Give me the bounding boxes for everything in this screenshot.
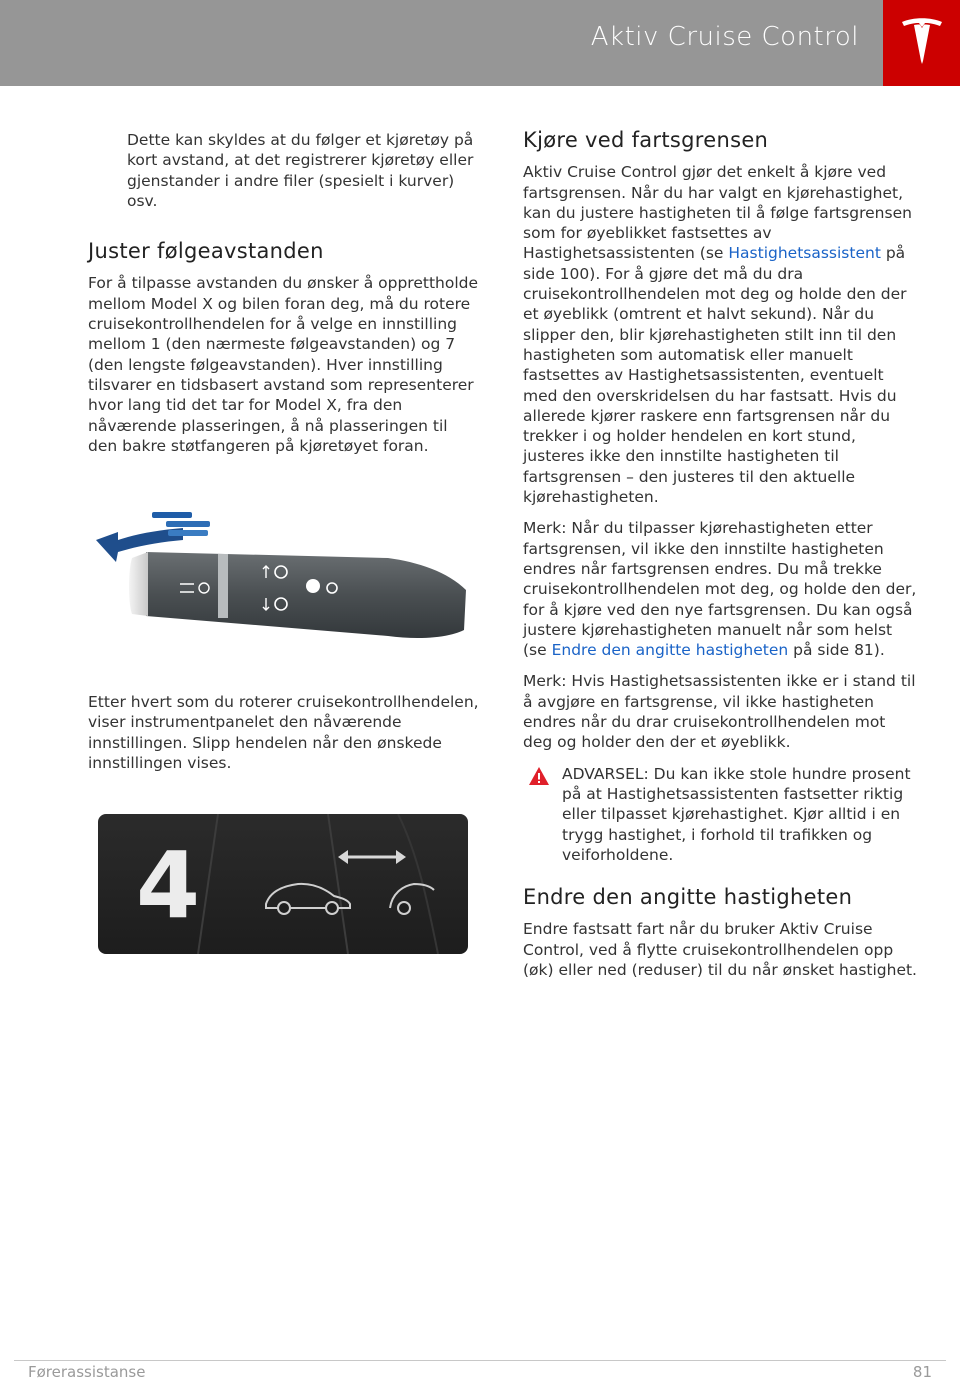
- warning-text: ADVARSEL: Du kan ikke stole hundre prosent på at Hastighetsassistenten fastsetter riktig eller tilpasset kjørehastighet. Kjør alltid i en trygg hastighet, i forhold til trafikken og veiforholdene.: [562, 764, 911, 864]
- instrument-panel-display: [98, 814, 468, 954]
- speed-limit-paragraph: Aktiv Cruise Control gjør det enkelt å kjøre ved fartsgrensen. Når du har valgt en kjørehastighet, kan du justere hastigheten til å følge fartsgrensen som for øyeblikket fastsettes av Hastighetsassistenten (se Hastighetsassistent på side 100). For å gjøre det må du dra cruisekontrollhendelen mot deg og holde den der et øyeblikk (omtrent et halvt sekund). Når du slipper den, blir kjørehastigheten stilt inn til den hastigheten som automatisk eller manuelt fastsettes av Hastighetsassistenten, eventuelt med den overskridelsen du har fastsatt. Hvis du allerede kjører raskere enn fartsgrensen når du trekker i og holder hendelen en kort stund, justeres ikke den innstilte hastigheten til fartsgrensen – den justeres til den aktuelle kjørehastigheten.: [523, 163, 912, 507]
- header-title: Aktiv Cruise Control: [590, 22, 859, 52]
- following-distance-setting: 4: [136, 832, 201, 939]
- page-header: [0, 0, 883, 86]
- intro-paragraph: Dette kan skyldes at du følger et kjøretøy på kort avstand, at det registrerer kjøretøy eller gjenstander i andre filer (spesielt i kurver) osv.: [127, 131, 474, 210]
- cruise-stalk-illustration: [88, 500, 480, 660]
- following-distance-paragraph: For å tilpasse avstanden du ønsker å opprettholde mellom Model X og bilen foran deg, må du rotere cruisekontrollhendelen for å velge en innstilling mellom 1 (den nærmeste følgeavstanden) og 7 (den lengste følgeavstanden). Hver innstilling tilsvarer en tidsbasert avstand som representerer hvor lang tid det tar for Model X, fra den nåværende plasseringen, å nå plasseringen til den bakre støtfangeren på kjøretøyet foran.: [88, 274, 479, 455]
- speed-assist-link[interactable]: Hastighetsassistent: [728, 244, 881, 263]
- note-paragraph-2: Merk: Hvis Hastighetsassistenten ikke er i stand til å avgjøre en fartsgrense, vil ikke hastigheten endres når du drar cruisekontrollhendelen mot deg og holder den der et øyeblikk.: [523, 672, 916, 752]
- brand-logo: [883, 0, 960, 86]
- tesla-logo-icon: [899, 16, 945, 70]
- left-column: [88, 130, 480, 467]
- section-heading-following-distance: Juster følgeavstanden: [88, 239, 324, 264]
- note-paragraph-1: Merk: Når du tilpasser kjørehastigheten etter fartsgrensen, vil ikke den innstilte hastigheten endres når fartsgrensen endres. Du må trekke cruisekontrollhendelen mot deg, og holde den der, for å kjøre ved den nye fartsgrensen. Du kan også justere kjørehastigheten manuelt når som helst (se Endre den angitte hastigheten på side 81).: [523, 519, 917, 660]
- section-heading-speed-limit: Kjøre ved fartsgrensen: [523, 128, 769, 152]
- instrument-panel-paragraph: [88, 692, 480, 773]
- right-column: [523, 130, 919, 991]
- footer-page-number: 81: [912, 1363, 932, 1381]
- warning-icon: [528, 766, 550, 786]
- change-speed-paragraph: Endre fastsatt fart når du bruker Aktiv Cruise Control, ved å flytte cruisekontrollhendelen opp (øk) eller ned (reduser) til du når ønsket hastighet.: [523, 920, 917, 979]
- footer-section-name: Førerassistanse: [28, 1363, 146, 1381]
- instrument-panel-text: Etter hvert som du roterer cruisekontrollhendelen, viser instrumentpanelet den nåværende innstillingen. Slipp hendelen når den ønskede innstillingen vises.: [88, 693, 479, 772]
- warning-block: [523, 764, 919, 865]
- section-heading-change-speed: Endre den angitte hastigheten: [523, 885, 853, 910]
- footer-divider: [14, 1360, 946, 1361]
- change-set-speed-link[interactable]: Endre den angitte hastigheten: [551, 641, 789, 660]
- stalk-rotate-icon: [88, 500, 480, 660]
